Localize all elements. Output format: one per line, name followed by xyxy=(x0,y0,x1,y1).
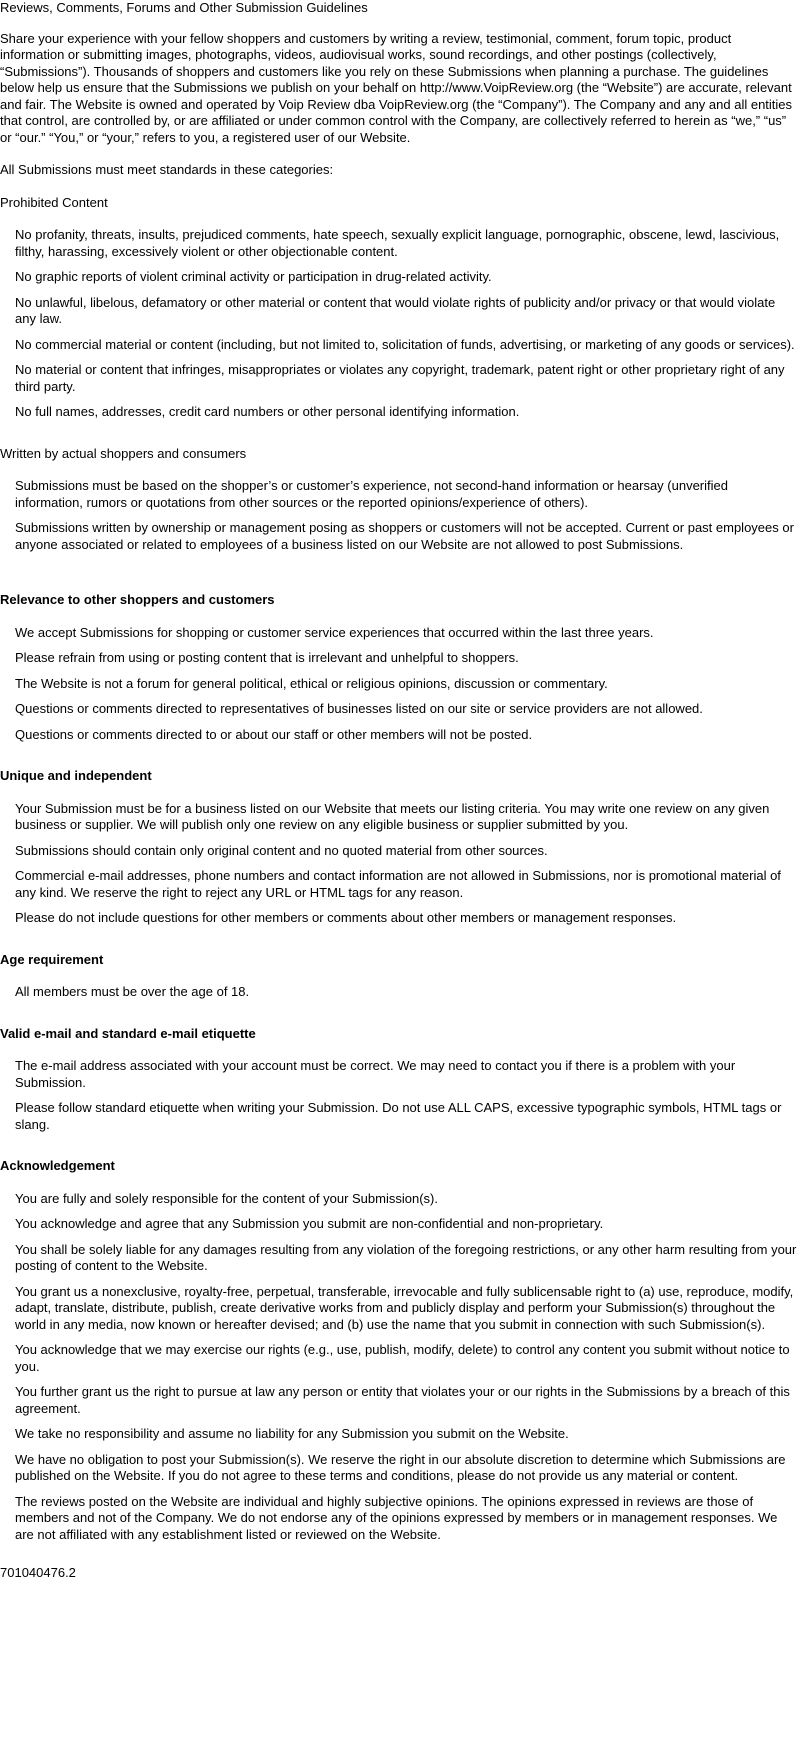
list-item: You grant us a nonexclusive, royalty-free, perpetual, transferable, irrevocable and fully sublicensable right to (a) use, reproduce, modify, adapt, translate, distribute, publish, create derivative works from and publicly display and perform your Submission(s) throughout the world in any media, now known or hereafter devised; and (b) use the name that you submit in connection with such Submission(s). xyxy=(15,1283,794,1332)
list-item: The e-mail address associated with your account must be correct. We may need to contact you if there is a problem with your Submission. xyxy=(15,1058,736,1090)
standards-lead: All Submissions must meet standards in these categories: xyxy=(0,162,334,177)
list-item: We take no responsibility and assume no liability for any Submission you submit on the Website. xyxy=(15,1426,569,1441)
list-item: The reviews posted on the Website are individual and highly subjective opinions. The opinions expressed in reviews are those of members and not of the Company. We do not endorse any of the opinions expressed by members or in management responses. We are not affiliated with any establishment listed or reviewed on the Website. xyxy=(15,1493,778,1542)
list-item: You acknowledge that we may exercise our rights (e.g., use, publish, modify, delete) to control any content you submit without notice to you. xyxy=(15,1342,790,1374)
section-heading-prohibited-content: Prohibited Content xyxy=(0,194,108,210)
list-item: Questions or comments directed to representatives of businesses listed on our site or service providers are not allowed. xyxy=(15,701,703,716)
section-heading-unique-independent: Unique and independent xyxy=(0,768,152,783)
valid-email-list xyxy=(0,1058,798,1133)
list-item: Questions or comments directed to or about our staff or other members will not be posted. xyxy=(15,726,533,742)
list-item: The Website is not a forum for general political, ethical or religious opinions, discussion or commentary. xyxy=(15,675,608,691)
list-item: Commercial e-mail addresses, phone numbers and contact information are not allowed in Submissions, nor is promotional material of any kind. We reserve the right to reject any URL or HTML tags for any reason. xyxy=(15,868,781,900)
spacer xyxy=(0,936,798,952)
list-item: No profanity, threats, insults, prejudiced comments, hate speech, sexually explicit language, pornographic, obscene, lewd, lascivious, filthy, harassing, excessively violent or other objectionable content. xyxy=(15,227,780,259)
intro-paragraph: Share your experience with your fellow shoppers and customers by writing a review, testimonial, comment, forum topic, product information or submitting images, photographs, videos, audiovisual works, sound recordings, and other postings (collectively, “Submissions”). Thousands of shoppers and customers like you rely on these Submissions when planning a purchase. The guidelines below help us ensure that the Submissions we publish on your behalf on http://www.VoipReview.org (the “Website”) are accurate, relevant and fair. The Website is owned and operated by Voip Review dba VoipReview.org (the “Company”). The Company and any and all entities that control, are controlled by, or are affiliated or under common control with the Company, are collectively referred to herein as “we,” “us” or “our.” “You,” or “your,” refers to you, a registered user of our Website. xyxy=(0,30,793,145)
spacer xyxy=(0,752,798,768)
acknowledgement-list xyxy=(0,1191,798,1544)
list-item: Please refrain from using or posting content that is irrelevant and unhelpful to shoppers. xyxy=(15,650,519,665)
list-item: You acknowledge and agree that any Submission you submit are non-confidential and non-proprietary. xyxy=(15,1216,604,1231)
list-item: No graphic reports of violent criminal activity or participation in drug-related activity. xyxy=(15,269,492,284)
section-heading-age-requirement: Age requirement xyxy=(0,951,104,967)
list-item: No unlawful, libelous, defamatory or other material or content that would violate rights of publicity and/or privacy or that would violate any law. xyxy=(15,294,776,326)
list-item: No commercial material or content (including, but not limited to, solicitation of funds, advertising, or marketing of any goods or services). xyxy=(15,336,795,352)
section-heading-valid-email: Valid e-mail and standard e-mail etiquette xyxy=(0,1025,256,1041)
list-item: No material or content that infringes, misappropriates or violates any copyright, trademark, patent right or other proprietary right of any third party. xyxy=(15,362,785,394)
relevance-list xyxy=(0,625,798,744)
list-item: We accept Submissions for shopping or customer service experiences that occurred within the last three years. xyxy=(15,624,654,640)
document-title: Reviews, Comments, Forums and Other Submission Guidelines xyxy=(0,0,368,15)
list-item: Submissions should contain only original content and no quoted material from other sources. xyxy=(15,842,548,858)
spacer xyxy=(0,1142,798,1158)
age-requirement-list xyxy=(0,984,798,1001)
written-by-shoppers-list xyxy=(0,478,798,553)
prohibited-content-list xyxy=(0,227,798,421)
list-item: Please follow standard etiquette when writing your Submission. Do not use ALL CAPS, excessive typographic symbols, HTML tags or slang. xyxy=(15,1100,782,1132)
list-item: Your Submission must be for a business listed on our Website that meets our listing criteria. You may write one review on any given business or supplier. We will publish only one review on any eligible business or supplier submitted by you. xyxy=(15,800,770,832)
document-id: 701040476.2 xyxy=(0,1565,76,1580)
list-item: All members must be over the age of 18. xyxy=(15,984,250,999)
spacer xyxy=(0,430,798,446)
spacer xyxy=(0,1010,798,1026)
list-item: You are fully and solely responsible for the content of your Submission(s). xyxy=(15,1190,438,1206)
section-heading-relevance: Relevance to other shoppers and customers xyxy=(0,592,275,607)
spacer xyxy=(0,562,798,592)
list-item: No full names, addresses, credit card numbers or other personal identifying information. xyxy=(15,404,520,419)
section-heading-acknowledgement: Acknowledgement xyxy=(0,1158,115,1173)
list-item: Submissions written by ownership or management posing as shoppers or customers will not be accepted. Current or past employees or anyone associated or related to employees of a business listed on our Website are not allowed to post Submissions. xyxy=(15,520,794,552)
list-item: Submissions must be based on the shopper’s or customer’s experience, not second-hand information or hearsay (unverified information, rumors or quotations from other sources or the reported opinions/experience of others). xyxy=(15,478,728,510)
section-heading-written-by-shoppers: Written by actual shoppers and consumers xyxy=(0,445,247,461)
list-item: You further grant us the right to pursue at law any person or entity that violates your or our rights in the Submissions by a breach of this agreement. xyxy=(15,1384,790,1416)
unique-independent-list xyxy=(0,801,798,927)
list-item: Please do not include questions for other members or comments about other members or management responses. xyxy=(15,910,677,925)
list-item: You shall be solely liable for any damages resulting from any violation of the foregoing restrictions, or any other harm resulting from your posting of content to the Website. xyxy=(15,1241,797,1273)
list-item: We have no obligation to post your Submission(s). We reserve the right in our absolute discretion to determine which Submissions are published on the Website. If you do not agree to these terms and conditions, please do not provide us any material or content. xyxy=(15,1451,786,1483)
